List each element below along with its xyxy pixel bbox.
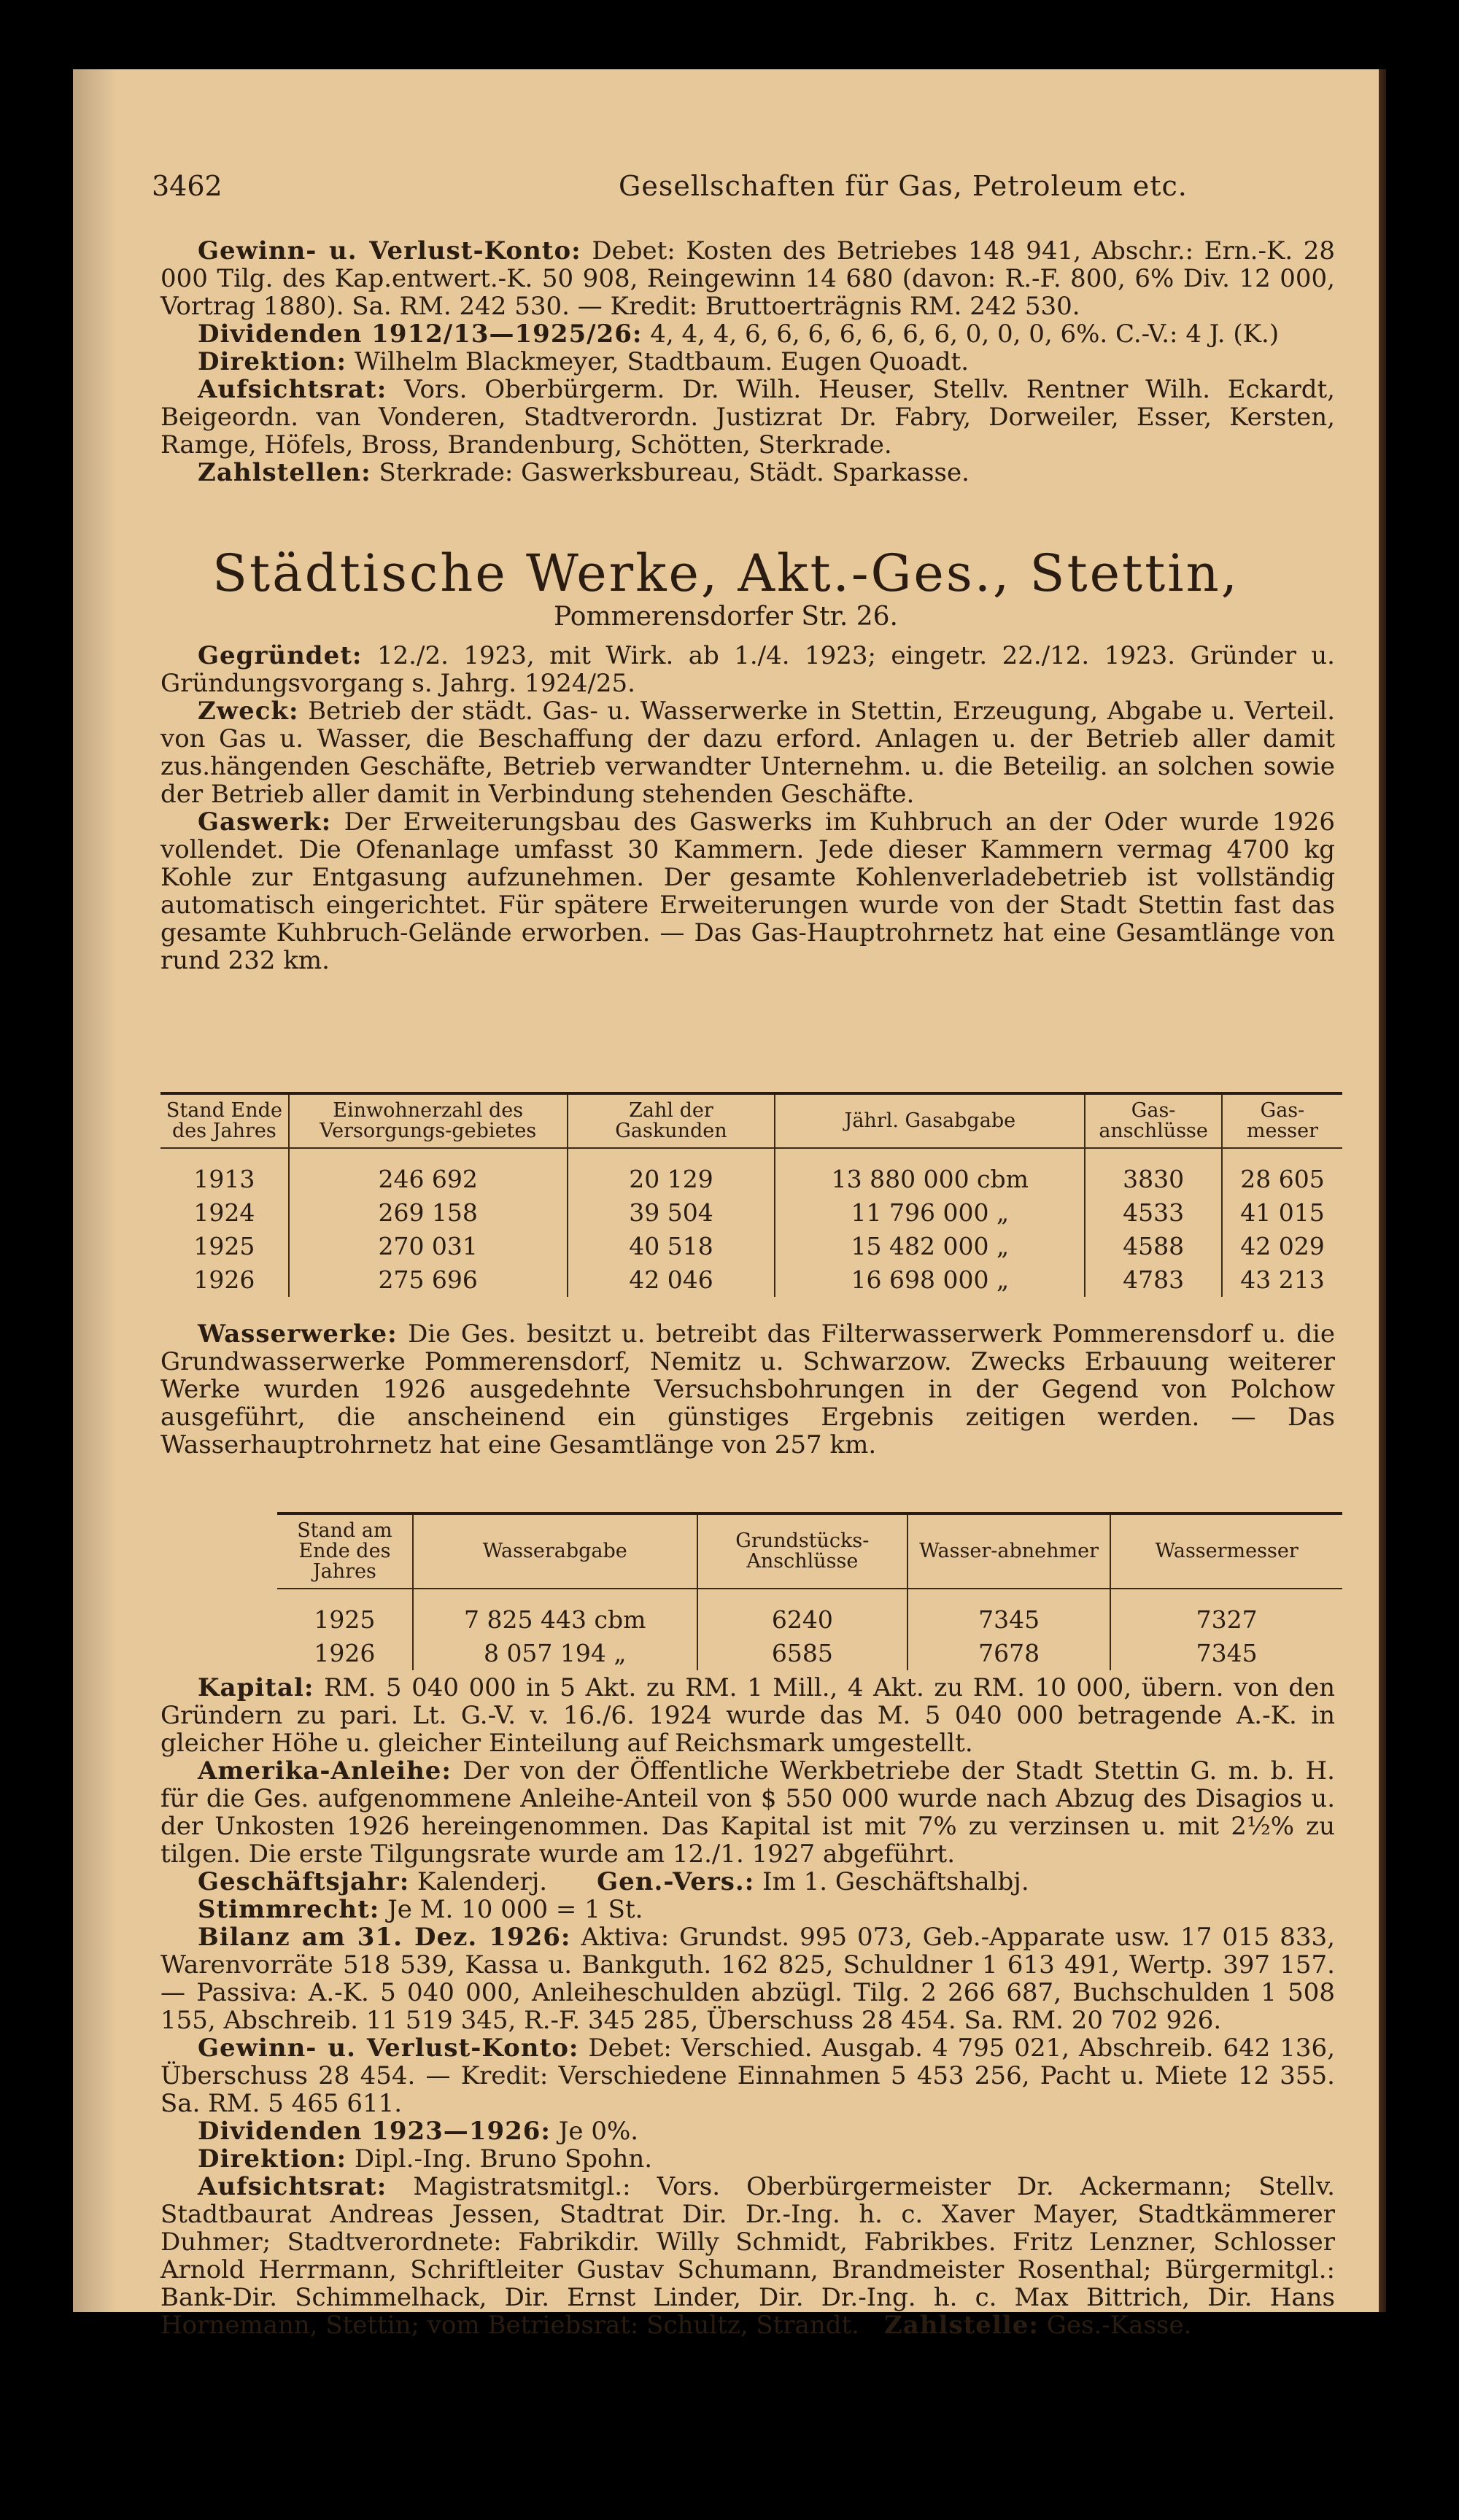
water-col-abnehmer: Wasser-abnehmer [907,1513,1110,1589]
table-cell: 28 605 [1222,1148,1342,1196]
table-cell: 7678 [907,1637,1110,1670]
geschaeftsjahr: Geschäftsjahr: Kalenderj. Gen.-Vers.: Im 1. Geschäftshalbj. [198,1867,1029,1896]
table-cell: 4783 [1085,1263,1222,1297]
table-row [160,1263,1342,1297]
water-col-anschluesse: Grundstücks-Anschlüsse [697,1513,907,1589]
table-cell: 246 692 [289,1148,568,1196]
table-cell: 6240 [697,1589,907,1637]
amerika-anleihe: Amerika-Anleihe: Der von der Öffentliche Werkbetriebe der Stadt Stettin G. m. b. H. für die Ges. aufgenommene Anleihe-Anteil von $ 550 000 wurde nach Abzug des Disagios u. der Unkosten 1926 hereingenommen. Das Kapital ist mit 7% zu verzinsen u. mit 2½% zu tilgen. Die erste Tilgungsrate wurde am 12./1. 1927 abgeführt. [160,1756,1335,1869]
prev-company-block [160,237,1335,486]
table-cell: 1926 [193,1265,255,1294]
table-cell: 3830 [1085,1148,1222,1196]
gas-col-einwohner: Einwohnerzahl des Versorgungs-gebietes [289,1093,568,1148]
prev-zahlstellen: Zahlstellen: Sterkrade: Gaswerksbureau, Städt. Sparkasse. [198,458,970,487]
gas-table-header [160,1093,1342,1148]
company-address: Pommerensdorfer Str. 26. [554,602,898,632]
prev-direktion: Direktion: Wilhelm Blackmeyer, Stadtbaum. Eugen Quoadt. [198,347,970,376]
gegruendet: Gegründet: 12./2. 1923, mit Wirk. ab 1./4. 1923; eingetr. 22./12. 1923. Gründer u. Gründungsvorgang s. Jahrg. 1924/25. [160,641,1335,698]
prev-aufsichtsrat: Aufsichtsrat: Vors. Oberbürgerm. Dr. Wilh. Heuser, Stellv. Rentner Wilh. Eckardt, Beigeordn. van Vonderen, Stadtverordn. Justizrat Dr. Fabry, Dorweiler, Esser, Kersten, Ramge, Höfels, Bross, Brandenburg, Schötten, Sterkrade. [160,375,1335,460]
book-page [73,69,1379,2340]
table-cell: 6585 [697,1637,907,1670]
table-cell: 42 029 [1222,1230,1342,1263]
wasserwerke: Wasserwerke: Die Ges. besitzt u. betreibt das Filterwasserwerk Pommerensdorf u. die Grundwasserwerke Pommerensdorf, Nemitz u. Schwarzow. Zwecks Erbauung weiterer Werke wurden 1926 ausgedehnte Versuchsbohrungen in der Gegend von Polchow ausgeführt, die anscheinend ein günstiges Ergebnis zeitigen werden. — Das Wasserhauptrohrnetz hat eine Gesamtlänge von 257 km. [160,1319,1335,1459]
table-cell: 1925 [193,1232,255,1260]
finance-block [160,1674,1335,2339]
table-cell: 4588 [1085,1230,1222,1263]
kapital: Kapital: RM. 5 040 000 in 5 Akt. zu RM. 1 Mill., 4 Akt. zu RM. 10 000, übern. von den Gründern zu pari. Lt. G.-V. v. 16./6. 1924 wurde das M. 5 040 000 betragende A.-K. in gleicher Höhe u. gleicher Einteilung auf Reichsmark umgestellt. [160,1673,1335,1758]
table-row [160,1230,1342,1263]
table-cell: 20 129 [568,1148,775,1196]
gas-col-messer: Gas-messer [1222,1093,1342,1148]
table-cell: 275 696 [289,1263,568,1297]
table-cell: 7345 [907,1589,1110,1637]
table-cell: 1924 [193,1198,255,1227]
dividenden: Dividenden 1923—1926: Je 0%. [198,2117,639,2146]
direktion: Direktion: Dipl.-Ing. Bruno Spohn. [198,2144,653,2174]
table-cell: 16 698 000 „ [775,1263,1085,1297]
company-intro [160,642,1335,974]
table-row [277,1589,1342,1637]
table-row [160,1196,1342,1230]
prev-pl-account: Gewinn- u. Verlust-Konto: Debet: Kosten des Betriebes 148 941, Abschr.: Ern.-K. 28 000 Tilg. des Kap.entwert.-K. 50 908, Reingewinn 14 680 (davon: R.-F. 800, 6% Div. 12 000, Vortrag 1880). Sa. RM. 242 530. — Kredit: Bruttoerträgnis RM. 242 530. [160,236,1336,321]
table-cell: 1925 [314,1605,376,1634]
gas-col-gasabgabe: Jährl. Gasabgabe [775,1093,1085,1148]
table-cell: 43 213 [1222,1263,1342,1297]
page-header [152,170,1350,214]
page-number: 3462 [152,170,222,202]
table-cell: 1913 [193,1165,255,1193]
water-table [277,1512,1342,1670]
running-title: Gesellschaften für Gas, Petroleum etc. [619,170,1188,202]
gas-col-anschluesse: Gas-anschlüsse [1085,1093,1222,1148]
table-cell: 7345 [1110,1637,1342,1670]
table-cell: 13 880 000 cbm [775,1148,1085,1196]
table-cell: 15 482 000 „ [775,1230,1085,1263]
water-col-wasserabgabe: Wasserabgabe [413,1513,697,1589]
aufsichtsrat: Aufsichtsrat: Magistratsmitgl.: Vors. Oberbürgermeister Dr. Ackermann; Stellv. Stadtbaurat Andreas Jessen, Stadtrat Dir. Dr.-Ing. h. c. Xaver Mayer, Stadtkämmerer Duhmer; Stadtverordnete: Fabrikdir. Willy Schmidt, Fabrikbes. Fritz Lenzner, Schlosser Arnold Herrmann, Schriftleiter Gustav Schumann, Brandmeister Rosenthal; Bürgermitgl.: Bank-Dir. Schimmelhack, Dir. Ernst Linder, Dir. Dr.-Ing. h. c. Max Bittrich, Dir. Hans Hornemann, Stettin; vom Betriebsrat: Schultz, Strandt. Zahlstelle: Ges.-Kasse. [160,2172,1335,2340]
table-cell: 11 796 000 „ [775,1196,1085,1230]
gas-table [160,1092,1342,1297]
gas-col-gaskunden: Zahl der Gaskunden [568,1093,775,1148]
zweck: Zweck: Betrieb der städt. Gas- u. Wasserwerke in Stettin, Erzeugung, Abgabe u. Verteil. von Gas u. Wasser, die Beschaffung der dazu erford. Anlagen u. der Betrieb aller damit zus.hängenden Geschäfte, Betrieb verwandter Unternehm. u. die Beteilig. an solchen sowie der Betrieb aller damit in Verbindung stehenden Geschäfte. [160,697,1335,809]
water-col-stand: Stand am Ende des Jahres [277,1513,413,1589]
page-gutter-shadow [73,69,117,2312]
table-cell: 1926 [314,1639,376,1667]
water-table-header [277,1513,1342,1589]
table-cell: 269 158 [289,1196,568,1230]
gaswerk: Gaswerk: Der Erweiterungsbau des Gaswerks im Kuhbruch an der Oder wurde 1926 vollendet. Die Ofenanlage umfasst 30 Kammern. Jede dieser Kammern vermag 4700 kg Kohle zur Entgasung aufzunehmen. Der gesamte Kohlenverladebetrieb ist vollständig automatisch eingerichtet. Für spätere Erweiterungen wurde von der Stadt Stettin fast das gesamte Kuhbruch-Gelände erworben. — Das Gas-Hauptrohrnetz hat eine Gesamtlänge von rund 232 km. [160,807,1335,975]
table-cell: 270 031 [289,1230,568,1263]
bilanz: Bilanz am 31. Dez. 1926: Aktiva: Grundst. 995 073, Geb.-Apparate usw. 17 015 833, Warenvorräte 518 539, Kassa u. Bankguth. 162 825, Schuldner 1 613 491, Wertp. 397 157. — Passiva: A.-K. 5 040 000, Anleiheschulden abzügl. Tilg. 2 266 687, Buchschulden 1 508 155, Abschreib. 11 519 345, R.-F. 345 285, Überschuss 28 454. Sa. RM. 20 702 926. [160,1923,1335,2035]
table-cell: 41 015 [1222,1196,1342,1230]
table-cell: 42 046 [568,1263,775,1297]
table-row [277,1637,1342,1670]
water-col-messer: Wassermesser [1110,1513,1342,1589]
prev-dividends: Dividenden 1912/13—1925/26: 4, 4, 4, 6, 6, 6, 6, 6, 6, 6, 0, 0, 0, 6%. C.-V.: 4 J. (K.) [198,319,1280,349]
table-cell: 39 504 [568,1196,775,1230]
gewinn-verlust: Gewinn- u. Verlust-Konto: Debet: Verschied. Ausgab. 4 795 021, Abschreib. 642 136, Überschuss 28 454. — Kredit: Verschiedene Einnahmen 5 453 256, Pacht u. Miete 12 355. Sa. RM. 5 465 611. [160,2034,1335,2118]
gas-col-stand: Stand Ende des Jahres [160,1093,289,1148]
table-cell: 4533 [1085,1196,1222,1230]
table-cell: 40 518 [568,1230,775,1263]
table-cell: 8 057 194 „ [413,1637,697,1670]
table-cell: 7 825 443 cbm [413,1589,697,1637]
table-row [160,1148,1342,1196]
table-cell: 7327 [1110,1589,1342,1637]
stimmrecht: Stimmrecht: Je M. 10 000 = 1 St. [198,1895,643,1924]
company-title: Städtische Werke, Akt.-Ges., Stettin, [212,543,1240,603]
